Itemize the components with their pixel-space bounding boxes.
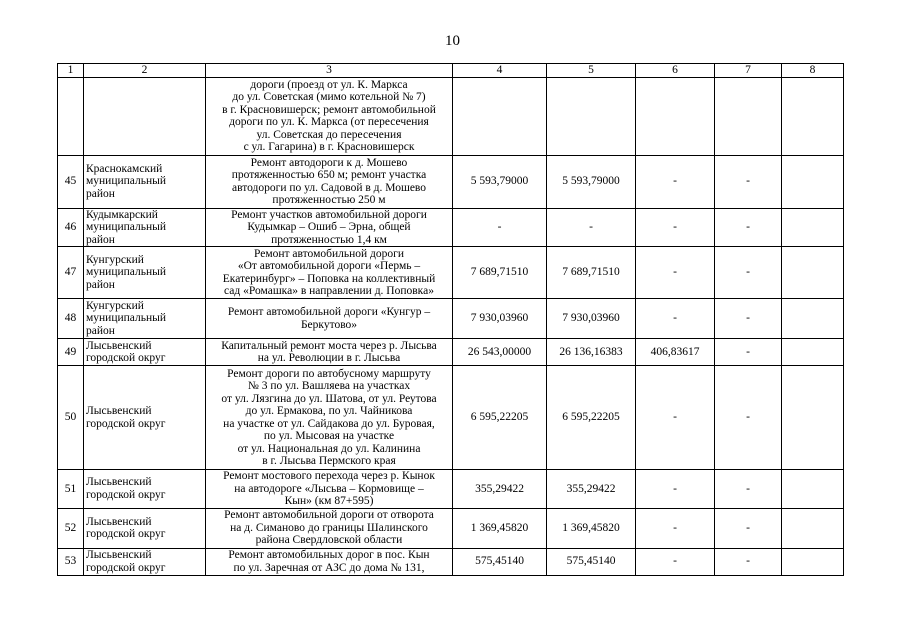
row-value-col4: 7 930,03960 bbox=[453, 299, 547, 339]
row-municipality: Лысьвенский городской округ bbox=[84, 548, 206, 575]
row-value-col4: 575,45140 bbox=[453, 548, 547, 575]
row-description: Капитальный ремонт моста через р. Лысьва на ул. Революции в г. Лысьва bbox=[206, 339, 453, 366]
row-value-col8 bbox=[782, 470, 844, 509]
row-number: 53 bbox=[58, 548, 84, 575]
row-value-col7: - bbox=[715, 247, 782, 299]
table-row bbox=[58, 508, 844, 548]
row-description: Ремонт автомобильной дороги «Кунгур – Беркутово» bbox=[206, 299, 453, 339]
row-number: 52 bbox=[58, 508, 84, 548]
row-number: 49 bbox=[58, 339, 84, 366]
row-value-col5: 7 689,71510 bbox=[547, 247, 636, 299]
row-value-col5: 5 593,79000 bbox=[547, 155, 636, 208]
row-municipality: Лысьвенский городской округ bbox=[84, 508, 206, 548]
row-value-col6: - bbox=[636, 470, 715, 509]
row-description: Ремонт автомобильной дороги «От автомобильной дороги «Пермь – Екатеринбург» – Поповка на коллективный сад «Ромашка» в направлении д. Поповка» bbox=[206, 247, 453, 299]
row-description: Ремонт автомобильных дорог в пос. Кын по ул. Заречная от АЗС до дома № 131, bbox=[206, 548, 453, 575]
row-description: Ремонт участков автомобильной дороги Кудымкар – Ошиб – Эрна, общей протяженностью 1,4 км bbox=[206, 208, 453, 247]
table-row bbox=[58, 155, 844, 208]
row-municipality: Кунгурский муниципальный район bbox=[84, 247, 206, 299]
row-description: Ремонт автомобильной дороги от отворота на д. Симаново до границы Шалинского района Свердловской области bbox=[206, 508, 453, 548]
row-value-col7: - bbox=[715, 548, 782, 575]
table-row bbox=[58, 77, 844, 155]
row-value-col4: 7 689,71510 bbox=[453, 247, 547, 299]
table-row bbox=[58, 339, 844, 366]
row-number: 50 bbox=[58, 366, 84, 470]
row-value-col5: 6 595,22205 bbox=[547, 366, 636, 470]
row-value-col5: 26 136,16383 bbox=[547, 339, 636, 366]
row-value-col8 bbox=[782, 548, 844, 575]
row-number: 47 bbox=[58, 247, 84, 299]
header-row bbox=[58, 64, 844, 78]
column-header: 6 bbox=[636, 64, 715, 78]
table-row bbox=[58, 247, 844, 299]
row-value-col7: - bbox=[715, 508, 782, 548]
row-value-col4: 6 595,22205 bbox=[453, 366, 547, 470]
row-value-col4: 355,29422 bbox=[453, 470, 547, 509]
table-row bbox=[58, 366, 844, 470]
column-header: 4 bbox=[453, 64, 547, 78]
row-municipality: Лысьвенский городской округ bbox=[84, 339, 206, 366]
row-value-col6: - bbox=[636, 508, 715, 548]
row-value-col7: - bbox=[715, 208, 782, 247]
row-municipality: Краснокамский муниципальный район bbox=[84, 155, 206, 208]
row-value-col8 bbox=[782, 366, 844, 470]
row-value-col5: 355,29422 bbox=[547, 470, 636, 509]
row-municipality: Лысьвенский городской округ bbox=[84, 366, 206, 470]
row-municipality: Кунгурский муниципальный район bbox=[84, 299, 206, 339]
row-value-col7: - bbox=[715, 299, 782, 339]
row-municipality: Лысьвенский городской округ bbox=[84, 470, 206, 509]
column-header: 8 bbox=[782, 64, 844, 78]
row-value-col6: - bbox=[636, 247, 715, 299]
row-value-col6: - bbox=[636, 548, 715, 575]
row-value-col6: - bbox=[636, 299, 715, 339]
row-value-col6: - bbox=[636, 366, 715, 470]
table-row bbox=[58, 208, 844, 247]
column-header: 1 bbox=[58, 64, 84, 78]
row-value-col6: - bbox=[636, 155, 715, 208]
row-value-col6: - bbox=[636, 208, 715, 247]
row-description: Ремонт дороги по автобусному маршруту № 3 по ул. Вашляева на участках от ул. Лязгина до ул. Шатова, от ул. Реутова до ул. Ермакова, по ул. Чайникова на участке от ул. Сайдакова до ул. Буровая, по ул. Мысовая на участке от ул. Национальная до ул. Калинина в г. Лысьва Пермского края bbox=[206, 366, 453, 470]
row-value-col8 bbox=[782, 208, 844, 247]
row-value-col7: - bbox=[715, 470, 782, 509]
row-value-col8 bbox=[782, 247, 844, 299]
row-value-col8 bbox=[782, 155, 844, 208]
row-value-col4: 1 369,45820 bbox=[453, 508, 547, 548]
column-header: 7 bbox=[715, 64, 782, 78]
row-description: Ремонт мостового перехода через р. Кынок на автодороге «Лысьва – Кормовище – Кын» (км 87+595) bbox=[206, 470, 453, 509]
table-row bbox=[58, 299, 844, 339]
row-value-col4: 26 543,00000 bbox=[453, 339, 547, 366]
table-row bbox=[58, 470, 844, 509]
row-municipality: Кудымкарский муниципальный район bbox=[84, 208, 206, 247]
row-number: 51 bbox=[58, 470, 84, 509]
column-header: 5 bbox=[547, 64, 636, 78]
row-value-col8 bbox=[782, 508, 844, 548]
row-value-col5: 575,45140 bbox=[547, 548, 636, 575]
row-value-col6: 406,83617 bbox=[636, 339, 715, 366]
row-value-col5: - bbox=[547, 208, 636, 247]
row-value-col4: - bbox=[453, 208, 547, 247]
row-value-col7: - bbox=[715, 366, 782, 470]
column-header: 3 bbox=[206, 64, 453, 78]
row-number: 45 bbox=[58, 155, 84, 208]
data-table bbox=[57, 63, 844, 576]
row-value-col5: 7 930,03960 bbox=[547, 299, 636, 339]
row-value-col4: 5 593,79000 bbox=[453, 155, 547, 208]
row-value-col7: - bbox=[715, 155, 782, 208]
row-value-col8 bbox=[782, 299, 844, 339]
row-value-col7: - bbox=[715, 339, 782, 366]
row-description: Ремонт автодороги к д. Мошево протяженностью 650 м; ремонт участка автодороги по ул. Садовой в д. Мошево протяженностью 250 м bbox=[206, 155, 453, 208]
page-number: 10 bbox=[445, 33, 460, 49]
column-header: 2 bbox=[84, 64, 206, 78]
row-number: 46 bbox=[58, 208, 84, 247]
row-description: дороги (проезд от ул. К. Маркса до ул. Советская (мимо котельной № 7) в г. Красновишерск; ремонт автомобильной дороги по ул. К. Маркса (от пересечения ул. Советская до пересечения с ул. Гагарина) в г. Красновишерск bbox=[206, 77, 453, 155]
row-value-col5: 1 369,45820 bbox=[547, 508, 636, 548]
row-number: 48 bbox=[58, 299, 84, 339]
table-row bbox=[58, 548, 844, 575]
row-value-col8 bbox=[782, 339, 844, 366]
